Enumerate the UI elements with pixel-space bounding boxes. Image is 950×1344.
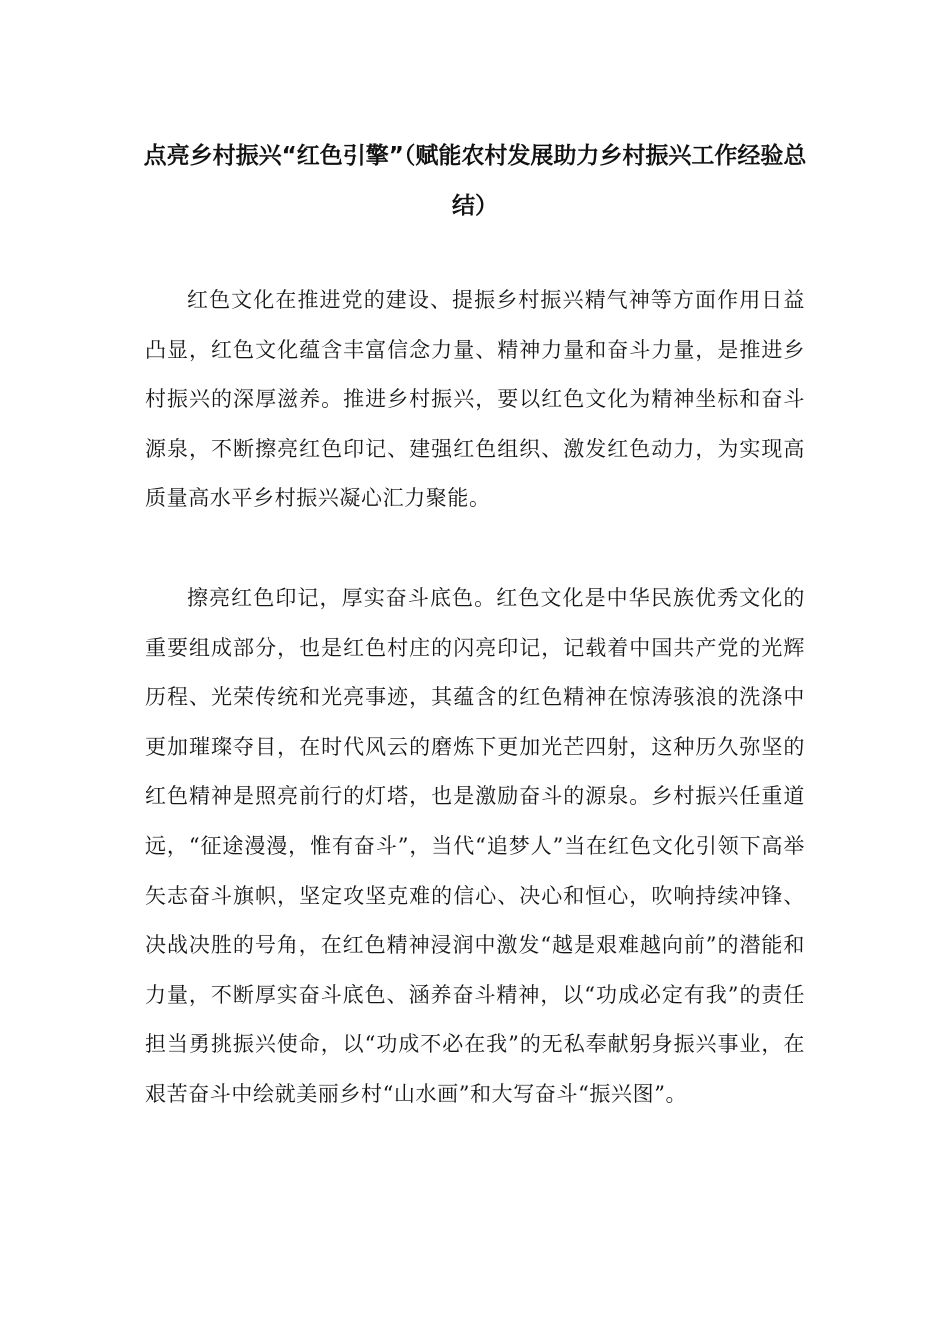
paragraph-intro: 红色文化在推进党的建设、提振乡村振兴精气神等方面作用日益凸显，红色文化蕴含丰富信念力量、精神力量和奋斗力量，是推进乡村振兴的深厚滋养。推进乡村振兴，要以红色文化为精神坐标和奋斗源泉，不断擦亮红色印记、建强红色组织、激发红色动力，为实现高质量高水平乡村振兴凝心汇力聚能。 bbox=[145, 288, 805, 511]
paragraph-red-imprint: 擦亮红色印记，厚实奋斗底色。红色文化是中华民族优秀文化的重要组成部分，也是红色村庄的闪亮印记，记载着中国共产党的光辉历程、光荣传统和光亮事迹，其蕴含的红色精神在惊涛骇浪的洗涤中更加璀璨夺目，在时代风云的磨炼下更加光芒四射，这种历久弥坚的红色精神是照亮前行的灯塔，也是激励奋斗的源泉。乡村振兴任重道远，“征途漫漫，惟有奋斗”，当代“追梦人”当在红色文化引领下高举矢志奋斗旗帜，坚定攻坚克难的信心、决心和恒心，吹响持续冲锋、决战决胜的号角，在红色精神浸润中激发“越是艰难越向前”的潜能和力量，不断厚实奋斗底色、涵养奋斗精神，以“功成必定有我”的责任担当勇挑振兴使命，以“功成不必在我”的无私奉献躬身振兴事业，在艰苦奋斗中绘就美丽乡村“山水画”和大写奋斗“振兴图”。 bbox=[145, 586, 805, 1106]
document-title: 点亮乡村振兴“红色引擎”（赋能农村发展助力乡村振兴工作经验总结） bbox=[143, 143, 807, 219]
